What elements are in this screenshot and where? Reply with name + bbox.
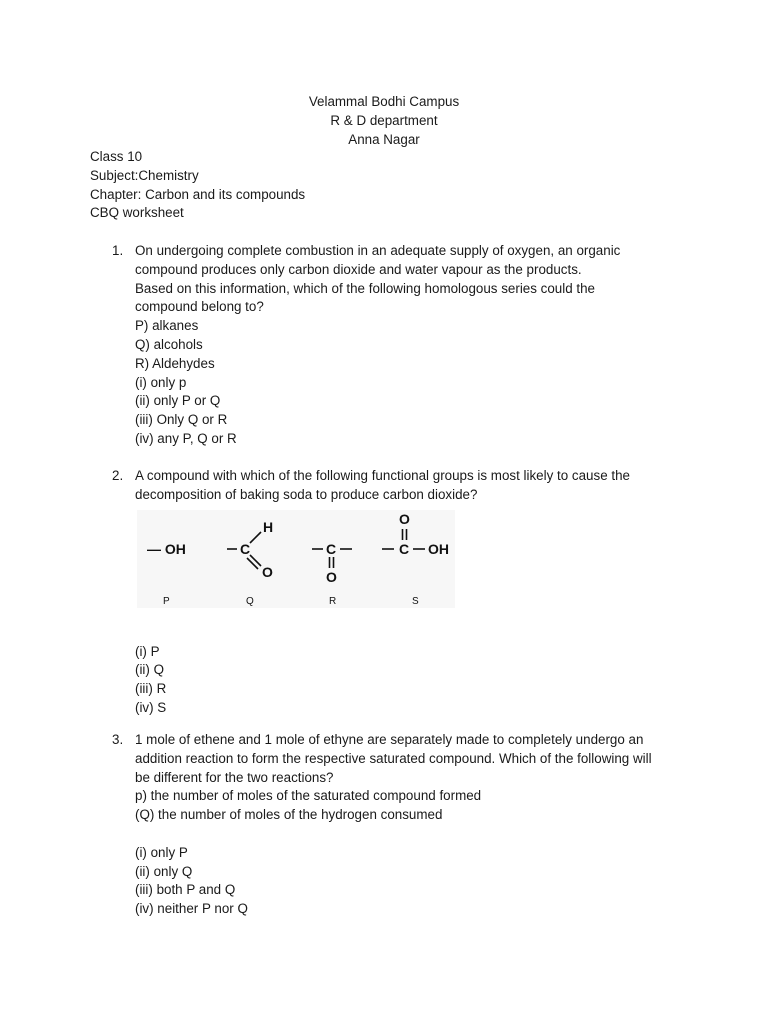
spacer (135, 825, 692, 844)
location-name: Anna Nagar (348, 132, 420, 147)
option-iv: (iv) neither P nor Q (135, 901, 248, 917)
option-iii: (iii) Only Q or R (135, 412, 228, 428)
option-ii: (ii) only P or Q (135, 393, 221, 409)
functional-groups-svg (137, 510, 455, 608)
figure-label-s: S (412, 595, 419, 607)
question-text-line: decomposition of baking soda to produce carbon dioxide? (135, 486, 478, 502)
question-2 (112, 467, 692, 718)
statement-p: P) alkanes (135, 318, 199, 334)
option-ii: (ii) Q (135, 662, 165, 678)
question-text-line: Based on this information, which of the following homologous series could the (135, 280, 596, 296)
figure-label-r: R (329, 595, 337, 607)
worksheet-meta (90, 148, 305, 223)
group-q-carbon: C (240, 540, 251, 557)
group-p-hydroxyl: — OH (147, 540, 186, 557)
department-name: R & D department (330, 113, 438, 128)
question-text-line: be different for the two reactions? (135, 769, 334, 785)
question-text-line: 1 mole of ethene and 1 mole of ethyne are separately made to completely undergo an (135, 732, 644, 747)
question-number: 1. (112, 243, 124, 258)
question-body (135, 731, 692, 919)
functional-groups-figure (137, 510, 455, 608)
question-text-line: compound belong to? (135, 299, 264, 315)
group-r-carbon: C (326, 540, 337, 557)
option-iii: (iii) R (135, 681, 167, 697)
question-body (135, 467, 692, 718)
chapter-label: Chapter: Carbon and its compounds (90, 186, 306, 202)
option-iv: (iv) any P, Q or R (135, 430, 237, 446)
question-text-line: addition reaction to form the respective saturated compound. Which of the following will (135, 750, 652, 766)
option-i: (i) only P (135, 844, 188, 860)
figure-label-p: P (163, 595, 170, 607)
bond-line (250, 532, 261, 543)
statement-p: p) the number of moles of the saturated compound formed (135, 788, 482, 804)
group-s-oxygen: O (399, 510, 410, 527)
option-i: (i) P (135, 643, 160, 659)
subject-label: Subject:Chemistry (90, 167, 199, 183)
worksheet-label: CBQ worksheet (90, 205, 184, 221)
option-iv: (iv) S (135, 699, 167, 715)
group-r-oxygen: O (326, 568, 337, 585)
document-header (0, 92, 768, 149)
group-q-oxygen: O (262, 563, 273, 580)
question-text-line: compound produces only carbon dioxide and water vapour as the products. (135, 261, 582, 277)
question-number: 2. (112, 468, 124, 483)
statement-q: Q) alcohols (135, 336, 203, 352)
question-number: 3. (112, 732, 124, 747)
bond-line (247, 558, 258, 569)
bond-line (250, 555, 261, 566)
question-body (135, 242, 692, 449)
school-name: Velammal Bodhi Campus (308, 94, 460, 109)
group-s-hydroxyl: OH (428, 540, 449, 557)
class-label: Class 10 (90, 149, 143, 164)
group-q-hydrogen: H (263, 518, 274, 535)
option-i: (i) only p (135, 374, 187, 390)
option-ii: (ii) only Q (135, 863, 193, 879)
statement-q: (Q) the number of moles of the hydrogen consumed (135, 807, 443, 823)
question-1 (112, 242, 692, 449)
statement-r: R) Aldehydes (135, 355, 215, 371)
question-3 (112, 731, 692, 919)
group-s-carbon: C (399, 540, 410, 557)
question-text-line: On undergoing complete combustion in an adequate supply of oxygen, an organic (135, 243, 621, 258)
figure-label-q: Q (246, 595, 254, 607)
option-iii: (iii) both P and Q (135, 882, 236, 898)
question-text-line: A compound with which of the following functional groups is most likely to cause the (135, 468, 630, 483)
